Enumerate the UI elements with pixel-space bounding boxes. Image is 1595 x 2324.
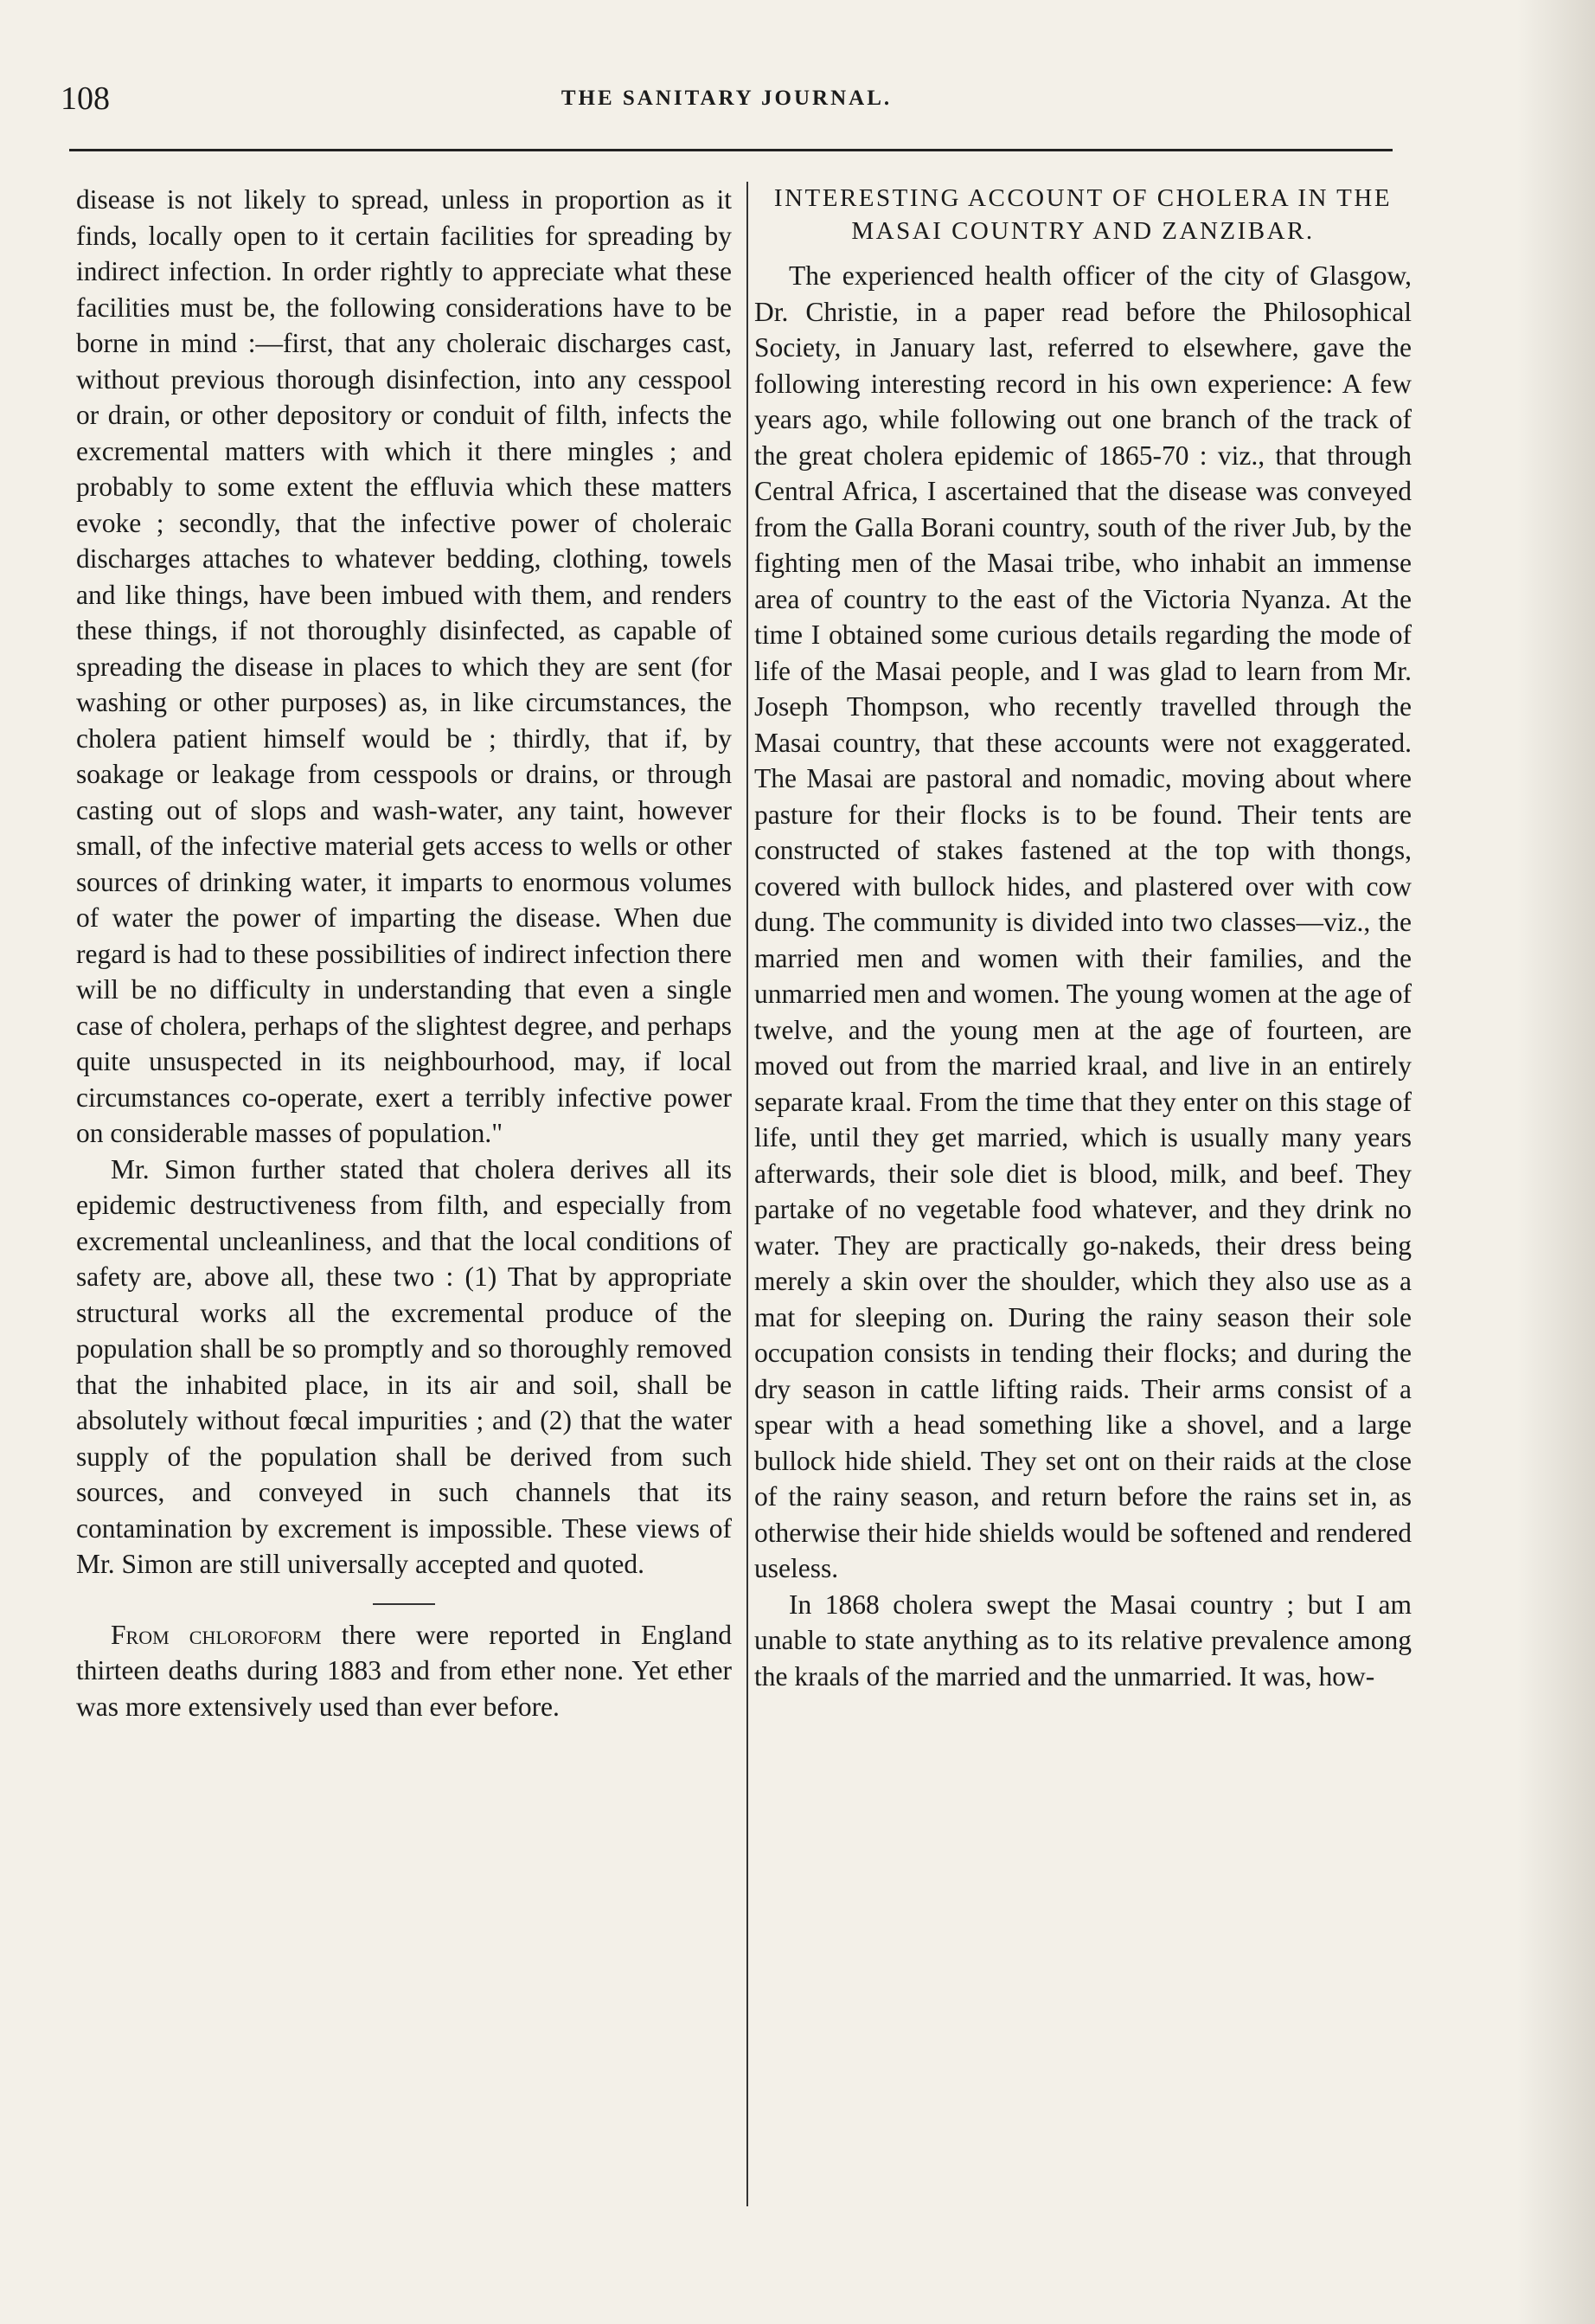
journal-title: THE SANITARY JOURNAL. [560, 87, 893, 110]
header-rule [69, 149, 1393, 151]
right-paragraph-1868: In 1868 cholera swept the Masai country ; but I am unable to state anything as to its relative prevalence among the kraals of the married and the unmarried. It was, how- [754, 1589, 1412, 1692]
page-header [61, 80, 1393, 121]
page-number: 108 [61, 80, 110, 117]
page-edge-shadow [1517, 0, 1595, 2324]
left-column [76, 182, 732, 1724]
right-column [754, 182, 1412, 1694]
article-heading: INTERESTING ACCOUNT OF CHOLERA IN THE MASAI COUNTRY AND ZANZIBAR. [773, 184, 1393, 245]
left-paragraph-chloroform [76, 1617, 732, 1725]
section-separator [373, 1603, 435, 1605]
column-divider [746, 182, 748, 2206]
right-paragraph-masai: The experienced health officer of the city of Glasgow, Dr. Christie, in a paper read before the Philosophical Society, in January last, referred to elsewhere, gave the following interesting record in his own experience: A few years ago, while following out one branch of the track of the great cholera epidemic of 1865-70 : viz., that through Central Africa, I ascertained that the disease was conveyed from the Galla Borani country, south of the river Jub, by the fighting men of the Masai tribe, who inhabit an immense area of country to the east of the Victoria Nyanza. At the time I obtained some curious details regarding the mode of life of the Masai people, and I was glad to learn from Mr. Joseph Thompson, who recently travelled through the Masai country, that these accounts were not exaggerated. The Masai are pastoral and nomadic, moving about where pasture for their flocks is to be found. Their tents are constructed of stakes fastened at the top with thongs, covered with bullock hides, and plastered over with cow dung. The community is divided into two classes—viz., the married men and women with their families, and the unmarried men and women. The young women at the age of twelve, and the young men at the age of fourteen, are moved out from the married kraal, and live in an entirely separate kraal. From the time that they enter on this stage of life, until they get married, which is usually many years afterwards, their sole diet is blood, milk, and beef. They partake of no vegetable food whatever, and they drink no water. They are practically go-nakeds, their dress being merely a skin over the shoulder, which they also use as a mat for sleeping on. During the rainy season their sole occupation consists in tending their flocks; and during the dry season in cattle lifting raids. Their arms consist of a spear with a head something like a shovel, and a large bullock hide shield. They set ont on their raids at the close of the rainy season, and return before the rains set in, as otherwise their hide shields would be softened and rendered useless. [754, 260, 1412, 1583]
left-paragraph-continued: disease is not likely to spread, unless in proportion as it finds, locally open to it certain facilities for spreading by indirect infection. In order rightly to appreciate what these facilities must be, the following considerations have to be borne in mind :—first, that any choleraic discharges cast, without previous thorough disinfection, into any cesspool or drain, or other depository or conduit of filth, infects the excremental matters with which it there mingles ; and probably to some extent the effluvia which these matters evoke ; secondly, that the infective power of choleraic discharges attaches to whatever bedding, clothing, towels and like things, have been imbued with them, and renders these things, if not thoroughly disinfected, as capable of spreading the disease in places to which they are sent (for washing or other purposes) as, in like circumstances, the cholera patient himself would be ; thirdly, that if, by soakage or leakage from cesspools or drains, or through casting out of slops and wash-water, any taint, however small, of the infective material gets access to wells or other sources of drinking water, it imparts to enormous volumes of water the power of imparting the disease. When due regard is had to these possibilities of indirect infection there will be no difficulty in understanding that even a single case of cholera, perhaps of the slightest degree, and perhaps quite unsuspected in its neighbourhood, may, if local circumstances co-operate, exert a terribly infective power on considerable masses of population." [76, 184, 732, 1148]
left-paragraph-simon: Mr. Simon further stated that cholera derives all its epidemic destructiveness from filth, and especially from excremental uncleanliness, and that the local conditions of safety are, above all, these two : (1) That by appropriate structural works all the excremental produce of the population shall be so promptly and so thoroughly removed that the inhabited place, in its air and soil, shall be absolutely without fœcal impurities ; and (2) that the water supply of the population shall be derived from such sources, and conveyed in such channels that its contamination by excrement is impossible. These views of Mr. Simon are still universally accepted and quoted. [76, 1153, 732, 1579]
chloroform-lead: From chloroform [111, 1619, 322, 1650]
chloroform-text: there were reported in England thirteen deaths during 1883 and from ether none. Yet ether was more extensively used than ever before. [76, 1619, 733, 1722]
